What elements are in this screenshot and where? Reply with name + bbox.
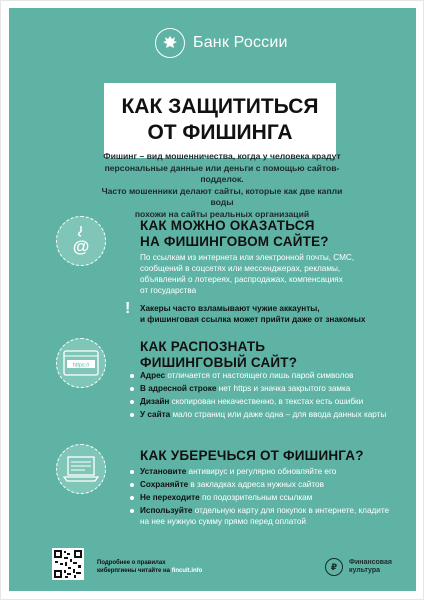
section2-bullet-list — [129, 370, 391, 422]
section1-text-line-2: сообщений в соцсетях или мессенджерах, рекламы, — [140, 264, 341, 273]
footer-note-line-2 — [97, 567, 202, 575]
eagle-emblem-icon — [155, 28, 185, 58]
poster — [9, 8, 416, 591]
section2-bullet: Адрес отличается от настоящего лишь парой символов — [129, 370, 391, 381]
intro-line-3: Часто мошенники делают сайты, которые как две капли воды — [101, 185, 343, 207]
footer-note-prefix: киберпгиены читайте на — [97, 568, 171, 574]
fin-line-1: Финансовая — [349, 558, 392, 566]
section3-bullet: Не переходите по подозрительным ссылкам — [129, 492, 391, 503]
ruble-icon: ₽ — [325, 558, 343, 576]
section2-title — [140, 339, 297, 371]
title-line-1: КАК ЗАЩИТИТЬСЯ — [121, 95, 319, 118]
bank-of-russia-logo — [155, 28, 288, 58]
intro-line-4: похожи на сайты реальных организаций — [134, 208, 310, 219]
icon-https-label: https:// — [72, 362, 90, 369]
section3-bullet-list — [129, 466, 391, 529]
svg-text:@: @ — [72, 237, 90, 256]
fin-line-2: культура — [349, 567, 381, 574]
warning-line-2: и фишинговая ссылка может прийти даже от знакомых — [140, 315, 366, 324]
section1-text — [140, 252, 390, 296]
section2-bullet: Дизайн скопирован некачественно, в текстах есть ошибки — [129, 396, 391, 407]
section1-title-line-2: НА ФИШИНГОВОМ САЙТЕ? — [140, 234, 329, 249]
footer-note — [97, 559, 202, 575]
section2-title-line-1: КАК РАСПОЗНАТЬ — [140, 339, 266, 354]
section3-bullet: Сохраняйте в закладках адреса нужных сайтов — [129, 479, 391, 490]
intro-line-1: Фишинг – вид мошенничества, когда у человека крадут — [103, 151, 341, 161]
section3-title: КАК УБЕРЕЧЬСЯ ОТ ФИШИНГА? — [140, 448, 364, 463]
fincult-link[interactable]: fincult.info — [171, 568, 203, 574]
page-title — [104, 83, 336, 158]
logo-text: Банк России — [193, 34, 288, 51]
warning-text — [140, 303, 390, 325]
section1-title-line-1: КАК МОЖНО ОКАЗАТЬСЯ — [140, 218, 315, 233]
section1-title — [140, 218, 329, 250]
section3-bullet: Используйте отдельную карту для покупок в интернете, кладите на нее нужную сумму прямо перед оплатой — [129, 505, 391, 527]
section2-bullet: В адресной строке нет https и значка закрытого замка — [129, 383, 391, 394]
title-line-2: ОТ ФИШИНГА — [147, 121, 293, 144]
laptop-card-form-icon — [56, 444, 106, 494]
section1-text-line-4: от государства — [140, 286, 197, 295]
section1-text-line-3: объявлений о лотереях, распродажах, компенсациях — [140, 275, 343, 284]
section3-bullet: Установите антивирус и регулярно обновляйте его — [129, 466, 391, 477]
intro-line-2: персональные данные или деньги с помощью сайтов-подделок. — [104, 162, 340, 184]
section2-title-line-2: ФИШИНГОВЫЙ САЙТ? — [140, 355, 298, 370]
exclamation-icon: ! — [125, 300, 131, 317]
footer-note-line-1: Подробнее о правилах — [97, 560, 166, 566]
at-sign-fishing-hook-icon — [56, 216, 106, 266]
financial-culture-text — [349, 559, 392, 576]
financial-culture-logo — [325, 558, 392, 576]
qr-code[interactable] — [52, 548, 84, 580]
warning-line-1: Хакеры часто взламывают чужие аккаунты, — [140, 304, 320, 313]
section1-text-line-1: По ссылкам из интернета или электронной почты, СМС, — [140, 253, 355, 262]
browser-address-bar-icon — [56, 338, 106, 388]
intro-text — [97, 151, 347, 220]
section2-bullet: У сайта мало страниц или даже одна – для ввода данных карты — [129, 409, 391, 420]
